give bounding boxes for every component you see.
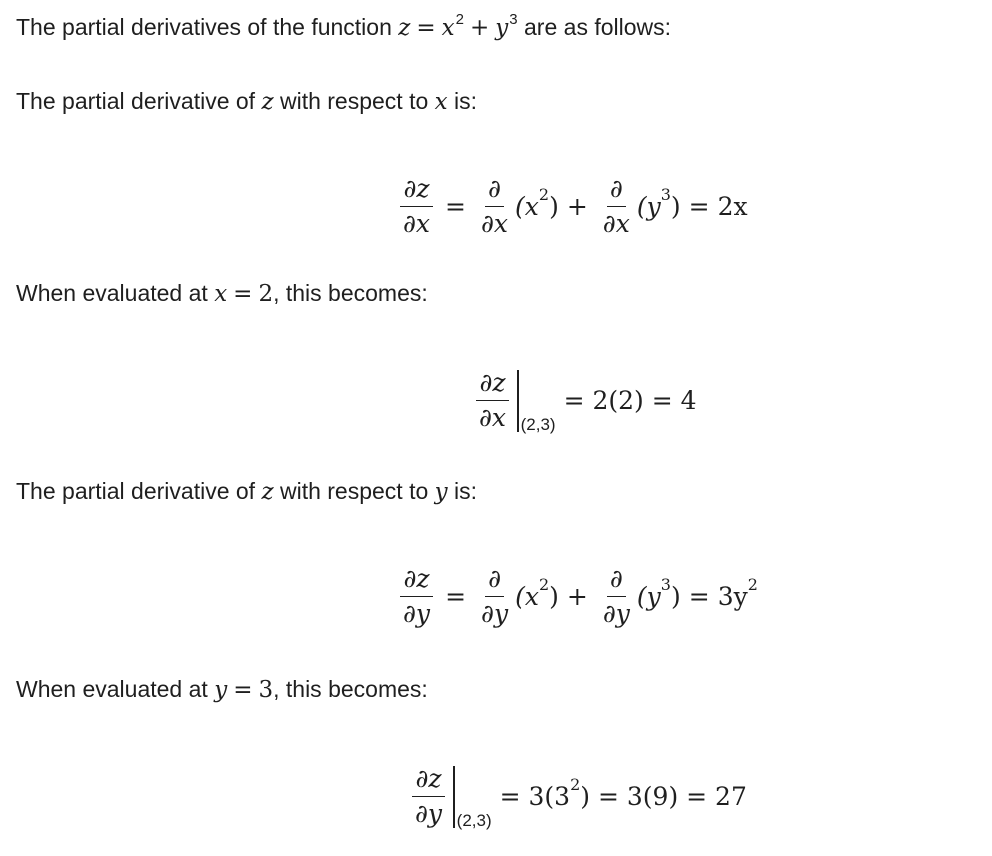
term1-argument: (x <box>515 192 539 221</box>
lhs-fraction <box>400 172 433 241</box>
math-var-x: x <box>434 89 448 115</box>
fraction-numerator: ∂z <box>400 562 432 597</box>
rhs-end: ) = 3(9) = 27 <box>580 782 747 811</box>
term1-argument: (x <box>515 582 539 611</box>
equals-sign: = <box>688 582 710 611</box>
math-exponent-3: 3 <box>509 11 518 28</box>
plus-sign: + <box>566 582 588 611</box>
eval-text-b: , this becomes: <box>273 280 428 306</box>
fraction-numerator: ∂z <box>412 762 444 797</box>
fraction-denominator: ∂y <box>602 599 630 628</box>
term2-close: ) <box>670 582 681 611</box>
math-var-z: z <box>261 479 274 505</box>
math-value: 2 <box>258 281 274 307</box>
eval-text-b: , this becomes: <box>273 676 428 702</box>
partial-y-heading <box>16 476 477 507</box>
fraction-numerator: ∂ <box>607 562 626 597</box>
math-var-z: z <box>398 15 411 41</box>
term1-close: ) <box>549 192 559 221</box>
term1-exponent: 2 <box>538 575 550 594</box>
equation-eval-y <box>408 762 747 831</box>
heading-text-a: The partial derivative of <box>16 478 262 504</box>
equals-sign: = <box>688 192 710 221</box>
math-exponent-2: 2 <box>455 11 464 28</box>
math-value: 3 <box>258 677 274 703</box>
fraction-denominator: ∂y <box>481 599 509 628</box>
result: 3y <box>717 582 748 611</box>
eval-text-a: When evaluated at <box>16 280 215 306</box>
fraction-denominator: ∂y <box>403 599 431 628</box>
partial-x-heading <box>16 86 477 117</box>
evaluate-x-paragraph <box>16 278 428 309</box>
term1-fraction <box>478 172 511 241</box>
rhs-start: = 3(3 <box>499 782 571 811</box>
rhs: = 2(2) = 4 <box>563 386 697 415</box>
term2-fraction <box>600 172 633 241</box>
result: 2x <box>717 192 748 221</box>
heading-text-b: with respect to <box>273 478 435 504</box>
equation-partial-y <box>396 562 758 631</box>
fraction-numerator: ∂z <box>476 366 508 401</box>
term1-fraction <box>478 562 511 631</box>
math-plus: + <box>470 15 490 41</box>
term2-exponent: 3 <box>660 185 671 204</box>
equation-eval-x <box>472 366 697 435</box>
math-equals: = <box>416 15 436 41</box>
fraction-denominator: ∂x <box>480 209 509 238</box>
math-var-z: z <box>261 89 274 115</box>
evaluation-bar <box>517 370 519 432</box>
term1-exponent: 2 <box>538 185 550 204</box>
evaluation-point: (2,3) <box>520 414 556 434</box>
intro-text-end: are as follows: <box>517 14 672 40</box>
intro-paragraph <box>16 12 671 46</box>
fraction-numerator: ∂ <box>485 172 504 207</box>
math-var-y: y <box>434 479 448 505</box>
fraction-denominator: ∂x <box>602 209 630 238</box>
heading-text-c: is: <box>447 478 478 504</box>
fraction-denominator: ∂x <box>403 209 431 238</box>
fraction-denominator: ∂y <box>415 799 443 828</box>
evaluation-point: (2,3) <box>456 810 492 830</box>
math-equals: = <box>233 677 253 703</box>
equals-sign: = <box>445 582 467 611</box>
fraction-numerator: ∂z <box>400 172 432 207</box>
fraction-numerator: ∂ <box>607 172 626 207</box>
heading-text-c: is: <box>447 88 478 114</box>
math-equals: = <box>233 281 253 307</box>
heading-text-b: with respect to <box>273 88 435 114</box>
eval-text-a: When evaluated at <box>16 676 215 702</box>
math-var-y: y <box>495 15 509 41</box>
plus-sign: + <box>566 192 588 221</box>
evaluation-bar <box>453 766 455 828</box>
equation-partial-x <box>396 172 748 241</box>
lhs-fraction <box>400 562 433 631</box>
term2-close: ) <box>670 192 681 221</box>
term2-fraction <box>600 562 633 631</box>
evaluate-y-paragraph <box>16 674 428 705</box>
math-var-x: x <box>441 15 455 41</box>
math-var-y: y <box>214 677 228 703</box>
fraction-numerator: ∂ <box>485 562 504 597</box>
intro-text-start: The partial derivatives of the function <box>16 14 399 40</box>
lhs-fraction <box>412 762 445 831</box>
lhs-fraction <box>476 366 509 435</box>
equals-sign: = <box>445 192 466 221</box>
rhs-exponent: 2 <box>570 775 581 794</box>
math-var-x: x <box>214 281 228 307</box>
term2-argument: (y <box>636 192 661 221</box>
term2-argument: (y <box>636 582 661 611</box>
term2-exponent: 3 <box>660 575 671 594</box>
result-exponent: 2 <box>747 575 758 594</box>
term1-close: ) <box>549 582 559 611</box>
fraction-denominator: ∂x <box>479 403 507 432</box>
heading-text-a: The partial derivative of <box>16 88 262 114</box>
